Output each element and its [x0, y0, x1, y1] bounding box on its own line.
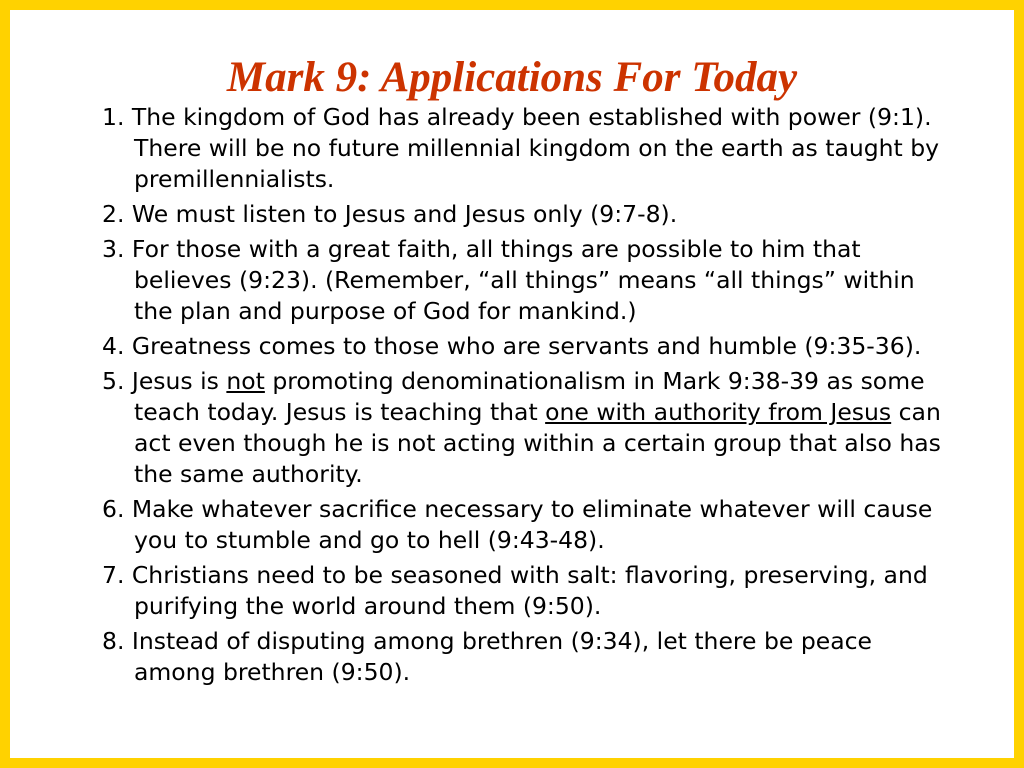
point-5-part-1: 5. Jesus is: [102, 367, 227, 395]
point-5-part-3: can act even though he is not acting within a certain group that also has the same authority.: [134, 398, 941, 488]
point-5-underline-authority: one with authority from Jesus: [545, 398, 892, 426]
points-list: [102, 102, 952, 692]
slide-title: Mark 9: Applications For Today: [226, 54, 798, 101]
point-1: 1. The kingdom of God has already been established with power (9:1). There will be no future millennial kingdom on the earth as taught by premillennialists.: [102, 103, 940, 193]
point-5-underline-not: not: [226, 367, 265, 395]
point-6: 6. Make whatever sacrifice necessary to eliminate whatever will cause you to stumble and go to hell (9:43-48).: [102, 495, 933, 554]
point-4: 4. Greatness comes to those who are servants and humble (9:35-36).: [102, 332, 922, 360]
point-7: 7. Christians need to be seasoned with salt: flavoring, preserving, and purifying the world around them (9:50).: [102, 561, 928, 620]
point-8: 8. Instead of disputing among brethren (9:34), let there be peace among brethren (9:50).: [102, 627, 872, 686]
point-5-part-2: promoting denominationalism in Mark 9:38-39 as some teach today. Jesus is teaching that: [134, 367, 925, 426]
slide: [10, 10, 1014, 758]
point-2: 2. We must listen to Jesus and Jesus only (9:7-8).: [102, 200, 678, 228]
point-5: [102, 366, 952, 490]
point-3: 3. For those with a great faith, all things are possible to him that believes (9:23). (Remember, “all things” means “all things” within the plan and purpose of God for mankind.): [102, 235, 915, 325]
